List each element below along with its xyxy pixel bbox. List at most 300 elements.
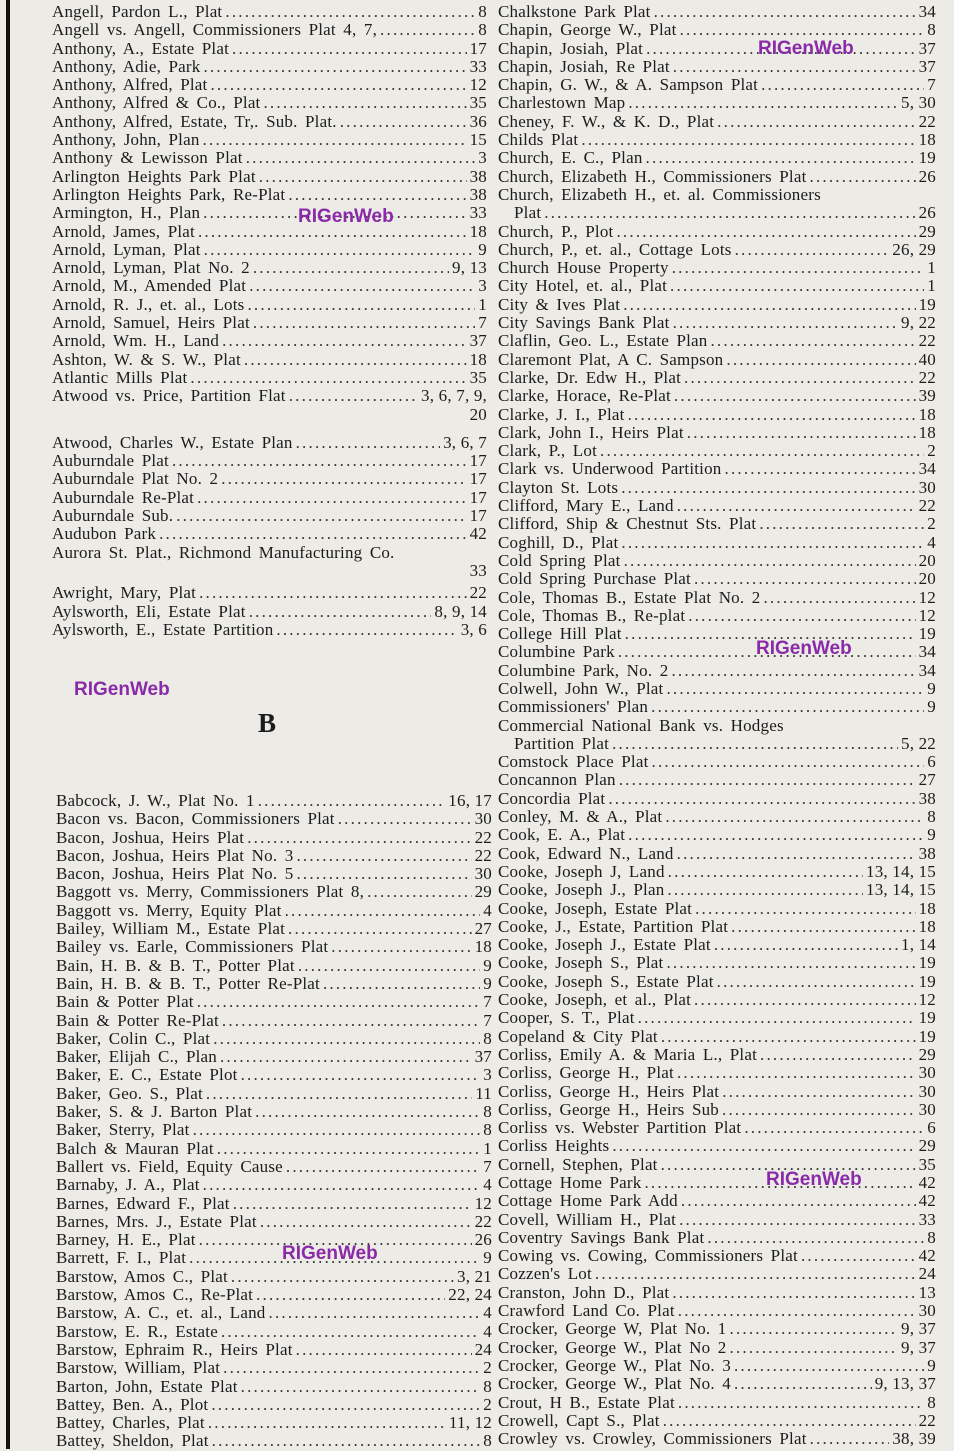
dot-leader	[595, 1265, 916, 1283]
entry-name: Arnold, Samuel, Heirs Plat	[52, 314, 250, 333]
index-entry	[498, 936, 936, 954]
entry-pages: 4	[483, 901, 492, 920]
index-entry	[52, 76, 487, 94]
index-entry	[56, 1195, 492, 1213]
entry-pages: 22	[918, 1411, 936, 1430]
dot-leader	[285, 902, 481, 920]
index-entry	[498, 1430, 936, 1448]
dot-leader	[672, 1284, 915, 1302]
entry-name: Anthony, Alfred, Plat	[52, 76, 208, 95]
entry-pages: 38	[918, 789, 936, 808]
entry-name: Crawford Land Co. Plat	[498, 1302, 675, 1321]
dot-leader	[694, 570, 916, 588]
entry-pages: 18	[918, 917, 936, 936]
dot-leader	[687, 424, 916, 442]
entry-pages: 30	[918, 478, 936, 497]
index-entry	[498, 680, 936, 698]
entry-pages: 27	[918, 771, 936, 790]
entry-pages: 1, 14	[901, 936, 936, 955]
entry-name: Barstow, Ephraim R., Heirs Plat	[56, 1340, 293, 1359]
entry-name: Baker, Colin C., Plat	[56, 1029, 211, 1048]
index-entry	[498, 698, 936, 716]
index-entry	[498, 1302, 936, 1320]
index-entry	[498, 1083, 936, 1101]
entry-name: Clark, P., Lot	[498, 442, 597, 461]
entry-pages: 4	[483, 1304, 492, 1323]
index-entry	[52, 406, 487, 424]
entry-name: Bain, H. B. & B. T., Potter Re-Plat	[56, 974, 320, 993]
entry-name: Cooke, Joseph S., Estate Plat	[498, 972, 714, 991]
entry-pages: 8	[483, 1103, 492, 1122]
entry-name: Concordia Plat	[498, 789, 606, 808]
index-entry	[498, 21, 936, 39]
entry-name: Cooke, Joseph, et al., Plat	[498, 991, 692, 1010]
entry-name: Bacon, Joshua, Heirs Plat No. 3	[56, 846, 294, 865]
dot-leader	[338, 810, 472, 828]
dot-leader	[269, 1304, 481, 1322]
dot-leader	[225, 3, 475, 21]
entry-pages: 11, 12	[448, 1414, 492, 1433]
index-entry	[498, 1174, 936, 1192]
entry-name: Baggott vs. Merry, Commissioners Plat 8,	[56, 883, 365, 902]
index-entry	[498, 387, 936, 405]
entry-name: Clark, John I., Heirs Plat	[498, 423, 684, 442]
entry-pages: 22	[918, 332, 936, 351]
entry-pages: 22, 24	[448, 1286, 492, 1305]
entry-name: Cooke, Joseph J, Land	[498, 862, 665, 881]
index-entry	[56, 1140, 492, 1158]
entry-pages: 30	[918, 1302, 936, 1321]
entry-pages: 3, 6	[460, 620, 487, 639]
dot-leader	[581, 131, 915, 149]
dot-leader	[211, 1396, 480, 1414]
entry-pages: 12	[474, 1194, 492, 1213]
entry-pages: 26	[918, 167, 936, 186]
index-entry	[56, 1158, 492, 1176]
index-entry	[498, 1211, 936, 1229]
index-entry	[52, 434, 487, 452]
entry-pages: 30	[918, 1082, 936, 1101]
index-entry	[498, 643, 936, 661]
entry-pages: 7	[483, 1011, 492, 1030]
entry-name: Atwood, Charles W., Estate Plan	[52, 433, 293, 452]
watermark: RIGenWeb	[766, 1169, 862, 1190]
dot-leader	[667, 881, 863, 899]
index-entry	[498, 589, 936, 607]
index-entry	[498, 3, 936, 21]
entry-pages: 19	[918, 954, 936, 973]
dot-leader	[628, 406, 916, 424]
entry-name: Corliss vs. Webster Partition Plat	[498, 1119, 742, 1138]
dot-leader	[176, 507, 466, 525]
entry-name: Arlington Heights Park Plat	[52, 167, 256, 186]
entry-pages: 3, 21	[457, 1267, 492, 1286]
dot-leader	[217, 1140, 481, 1158]
entry-pages: 9, 37	[901, 1338, 936, 1357]
entry-name: City & Ives Plat	[498, 295, 621, 314]
entry-pages: 20	[918, 570, 936, 589]
dot-leader	[221, 1323, 480, 1341]
entry-pages: 1	[927, 259, 936, 278]
entry-pages: 33	[469, 204, 487, 223]
entry-name: Bain & Potter Plat	[56, 993, 194, 1012]
dot-leader	[681, 1192, 916, 1210]
dot-leader	[258, 792, 446, 810]
entry-name: Arnold, R. J., et. al., Lots	[52, 295, 245, 314]
index-entry	[52, 452, 487, 470]
dot-leader	[298, 957, 480, 975]
entry-name: Anthony, John, Plan	[52, 131, 200, 150]
index-entry	[52, 223, 487, 241]
entry-pages: 40	[918, 350, 936, 369]
entry-name: Barstow, Amos C., Plat	[56, 1267, 228, 1286]
index-entry	[56, 865, 492, 883]
entry-pages: 7	[478, 314, 487, 333]
index-entry	[56, 829, 492, 847]
index-entry	[56, 1396, 492, 1414]
index-entry	[52, 387, 487, 405]
entry-pages: 19	[918, 1009, 936, 1028]
entry-pages: 22	[474, 1212, 492, 1231]
dot-leader	[197, 993, 481, 1011]
dot-leader	[276, 621, 457, 639]
entry-pages: 34	[918, 643, 936, 662]
entry-pages: 9, 13	[452, 259, 487, 278]
index-entry	[498, 149, 936, 167]
index-entry	[56, 993, 492, 1011]
dot-leader	[760, 1046, 916, 1064]
entry-name: Cooke, Joseph J., Estate Plat	[498, 936, 711, 955]
dot-leader	[206, 1085, 472, 1103]
entry-pages: 37	[469, 332, 487, 351]
index-entry	[498, 1320, 936, 1338]
index-entry	[56, 1341, 492, 1359]
index-entry	[498, 1375, 936, 1393]
entry-pages: 9	[927, 679, 936, 698]
entry-name: Cheney, F. W., & K. D., Plat	[498, 112, 715, 131]
watermark: RIGenWeb	[74, 679, 170, 700]
entry-pages: 18	[918, 131, 936, 150]
index-entry	[56, 975, 492, 993]
index-entry	[52, 489, 487, 507]
dot-leader	[197, 489, 467, 507]
entry-pages: 24	[918, 1265, 936, 1284]
index-entry	[56, 1048, 492, 1066]
index-entry	[52, 186, 487, 204]
dot-leader	[734, 1375, 872, 1393]
entry-pages: 30	[918, 1100, 936, 1119]
entry-pages: 22	[918, 497, 936, 516]
entry-pages: 12	[469, 76, 487, 95]
entry-name: Cooke, Joseph J., Plan	[498, 881, 665, 900]
entry-name: Conley, M. & A., Plat	[498, 808, 663, 827]
entry-name: Church House Property	[498, 259, 669, 278]
index-entry	[52, 131, 487, 149]
dot-leader	[677, 845, 916, 863]
index-entry	[52, 369, 487, 387]
watermark: RIGenWeb	[298, 206, 394, 227]
entry-name: Columbine Park, No. 2	[498, 661, 669, 680]
index-entry	[498, 424, 936, 442]
entry-pages: 5, 30	[901, 94, 936, 113]
dot-leader	[331, 938, 471, 956]
dot-leader	[725, 460, 916, 478]
watermark: RIGenWeb	[756, 638, 852, 659]
entry-pages: 27	[474, 920, 492, 939]
entry-pages: 13, 14, 15	[866, 862, 936, 881]
entry-name: Cooper, S. T., Plat	[498, 1009, 635, 1028]
entry-name: Barstow, Amos C., Re-Plat	[56, 1286, 254, 1305]
index-entry	[498, 94, 936, 112]
dot-leader	[193, 1121, 481, 1139]
entry-name: Cooke, Joseph, Estate Plat	[498, 899, 693, 918]
dot-leader	[247, 829, 471, 847]
entry-name: Anthony & Lewisson Plat	[52, 149, 243, 168]
entry-pages: 26	[918, 204, 936, 223]
dot-leader	[367, 883, 472, 901]
entry-name: Baker, Geo. S., Plat	[56, 1084, 203, 1103]
dot-leader	[651, 698, 924, 716]
dot-leader	[744, 1119, 924, 1137]
entry-name: Chalkstone Park Plat	[498, 3, 651, 21]
index-entry	[498, 113, 936, 131]
entry-pages: 42	[918, 1192, 936, 1211]
index-entry	[52, 507, 487, 525]
entry-name: Cole, Thomas B., Estate Plat No. 2	[498, 588, 761, 607]
dot-leader	[678, 1394, 924, 1412]
index-entry	[498, 1156, 936, 1174]
index-entry	[52, 58, 487, 76]
dot-leader	[688, 607, 915, 625]
entry-name: Baker, Sterry, Plat	[56, 1121, 190, 1140]
dot-leader	[249, 603, 432, 621]
entry-pages: 35	[469, 94, 487, 113]
entry-pages: 34	[918, 460, 936, 479]
dot-leader	[222, 332, 467, 350]
index-entry	[498, 534, 936, 552]
entry-name: Clarke, Dr. Edw H., Plat	[498, 368, 681, 387]
index-entry	[498, 1192, 936, 1210]
entry-name: Plat	[514, 204, 542, 223]
dot-leader	[296, 865, 471, 883]
dot-leader	[199, 584, 467, 602]
index-entry	[52, 314, 487, 332]
entry-pages: 9	[927, 698, 936, 717]
index-entry	[52, 3, 487, 21]
entry-name: Auburndale Plat	[52, 452, 169, 471]
entry-pages: 34	[918, 3, 936, 21]
entry-pages: 11	[475, 1084, 492, 1103]
entry-name: Childs Plat	[498, 131, 579, 150]
entry-pages: 38, 39	[892, 1430, 936, 1449]
entry-name: Coghill, D., Plat	[498, 533, 619, 552]
entry-pages: 8	[483, 1121, 492, 1140]
dot-leader	[259, 168, 467, 186]
entry-name: Clarke, Horace, Re-Plat	[498, 387, 671, 406]
dot-leader	[204, 241, 476, 259]
index-entry	[498, 406, 936, 424]
dot-leader	[323, 975, 480, 993]
entry-name: Awright, Mary, Plat	[52, 584, 197, 603]
dot-leader	[652, 753, 925, 771]
dot-leader	[221, 470, 466, 488]
entry-name: Claremont Plat, A C. Sampson	[498, 350, 724, 369]
dot-leader	[616, 223, 915, 241]
index-entry	[498, 204, 936, 222]
dot-leader	[203, 58, 466, 76]
entry-pages: 8	[927, 1393, 936, 1412]
entry-pages: 20	[469, 405, 487, 424]
index-entry	[52, 204, 487, 222]
entry-pages: 22	[918, 368, 936, 387]
dot-leader	[159, 525, 467, 543]
index-entry	[498, 1265, 936, 1283]
entry-name: Partition Plat	[514, 734, 610, 753]
dot-leader	[624, 552, 916, 570]
index-entry	[498, 735, 936, 753]
entry-name: Chapin, Josiah, Re Plat	[498, 57, 670, 76]
entry-name: Crowell, Capt S., Plat	[498, 1411, 660, 1430]
entry-pages: 37	[918, 39, 936, 58]
index-entry	[498, 131, 936, 149]
index-entry	[498, 881, 936, 899]
section-letter-b: B	[258, 708, 277, 738]
entry-pages: 22	[474, 846, 492, 865]
dot-leader	[232, 40, 467, 58]
dot-leader	[249, 277, 475, 295]
entry-pages: 13	[918, 1283, 936, 1302]
entry-pages: 4	[483, 1322, 492, 1341]
dot-leader	[623, 296, 915, 314]
entry-pages: 3	[478, 277, 487, 296]
index-entry	[52, 113, 487, 131]
index-entry	[498, 369, 936, 387]
entry-name: Cozzen's Lot	[498, 1265, 592, 1284]
dot-leader	[730, 1339, 899, 1357]
entry-pages: 8	[483, 1029, 492, 1048]
index-entry	[52, 621, 487, 639]
index-entry	[52, 21, 487, 39]
entry-pages: 42	[918, 1247, 936, 1266]
dot-leader	[731, 918, 915, 936]
index-entry	[498, 1412, 936, 1430]
entry-name: Clifford, Mary E., Land	[498, 497, 674, 516]
dot-leader	[670, 277, 924, 295]
entry-name: Crocker, George W., Plat No. 3	[498, 1356, 731, 1375]
index-entry	[52, 241, 487, 259]
entry-name: Ballert vs. Field, Equity Cause	[56, 1157, 283, 1176]
entry-pages: 17	[469, 488, 487, 507]
entry-pages: 36	[469, 112, 487, 131]
entry-pages: 37	[474, 1048, 492, 1067]
entry-name: Anthony, Alfred & Co., Plat	[52, 94, 261, 113]
entry-pages: 38	[918, 844, 936, 863]
entry-pages: 8	[478, 21, 487, 40]
entry-name: Arnold, Lyman, Plat No. 2	[52, 259, 250, 278]
index-entry	[56, 1030, 492, 1048]
index-entry	[52, 94, 487, 112]
entry-name: Commercial National Bank vs. Hodges	[498, 716, 784, 735]
entry-name: Church, Elizabeth H., et. al. Commissioners	[498, 185, 821, 204]
entry-name: Atwood vs. Price, Partition Flat	[52, 387, 286, 406]
dot-leader	[666, 680, 924, 698]
entry-pages: 22	[474, 828, 492, 847]
entry-name: Church, Elizabeth H., Commissioners Plat	[498, 167, 807, 186]
index-entry	[498, 40, 936, 58]
entry-pages: 33	[469, 561, 487, 580]
dot-leader	[759, 515, 924, 533]
entry-name: Auburndale Sub.	[52, 507, 174, 526]
index-entry	[56, 1414, 492, 1432]
index-entry	[498, 1101, 936, 1119]
dot-leader	[241, 1066, 481, 1084]
entry-name: Coventry Savings Bank Plat	[498, 1228, 705, 1247]
dot-leader	[673, 58, 916, 76]
dot-leader	[208, 1414, 446, 1432]
entry-name: Cooke, J., Estate, Partition Plat	[498, 917, 729, 936]
entry-pages: 29	[918, 222, 936, 241]
index-entry	[498, 973, 936, 991]
entry-name: Clayton St. Lots	[498, 478, 619, 497]
entry-pages: 17	[469, 470, 487, 489]
dot-leader	[253, 259, 449, 277]
entry-name: Corliss, George H., Heirs Sub	[498, 1100, 720, 1119]
index-entry	[498, 607, 936, 625]
index-entry	[498, 717, 936, 735]
entry-pages: 29	[474, 883, 492, 902]
entry-pages: 20	[918, 551, 936, 570]
index-entry	[56, 883, 492, 901]
index-entry	[56, 810, 492, 828]
dot-leader	[233, 1195, 472, 1213]
dot-leader	[694, 991, 916, 1009]
index-entry	[498, 954, 936, 972]
index-entry	[56, 1213, 492, 1231]
entry-pages: 15	[469, 131, 487, 150]
entry-name: Angell vs. Angell, Commissioners Plat 4, 7,	[52, 21, 378, 40]
index-entry	[56, 1249, 492, 1267]
entry-pages: 30	[474, 810, 492, 829]
entry-pages: 13, 14, 15	[866, 881, 936, 900]
index-entry	[498, 351, 936, 369]
dot-leader	[190, 369, 466, 387]
entry-name: City Savings Bank Plat	[498, 314, 670, 333]
entry-pages: 19	[918, 625, 936, 644]
entry-name: Covell, William H., Plat	[498, 1210, 677, 1229]
dot-leader	[621, 534, 924, 552]
index-entry	[56, 1432, 492, 1450]
entry-pages: 42	[469, 525, 487, 544]
entry-name: Crout, H B., Estate Plat	[498, 1393, 675, 1412]
index-entry	[56, 1231, 492, 1249]
dot-leader	[680, 21, 925, 39]
entry-pages: 9	[478, 240, 487, 259]
entry-pages: 1	[478, 295, 487, 314]
dot-leader	[253, 314, 475, 332]
index-entry	[498, 790, 936, 808]
entry-pages: 2	[927, 515, 936, 534]
entry-name: Barney, H. E., Plat	[56, 1231, 196, 1250]
dot-leader	[288, 920, 472, 938]
index-entry	[56, 792, 492, 810]
entry-pages: 8	[927, 21, 936, 40]
index-entry	[498, 1064, 936, 1082]
dot-leader	[223, 1359, 480, 1377]
entry-pages: 5, 22	[901, 734, 936, 753]
dot-leader	[722, 1101, 916, 1119]
index-entry	[52, 525, 487, 543]
dot-leader	[646, 149, 916, 167]
